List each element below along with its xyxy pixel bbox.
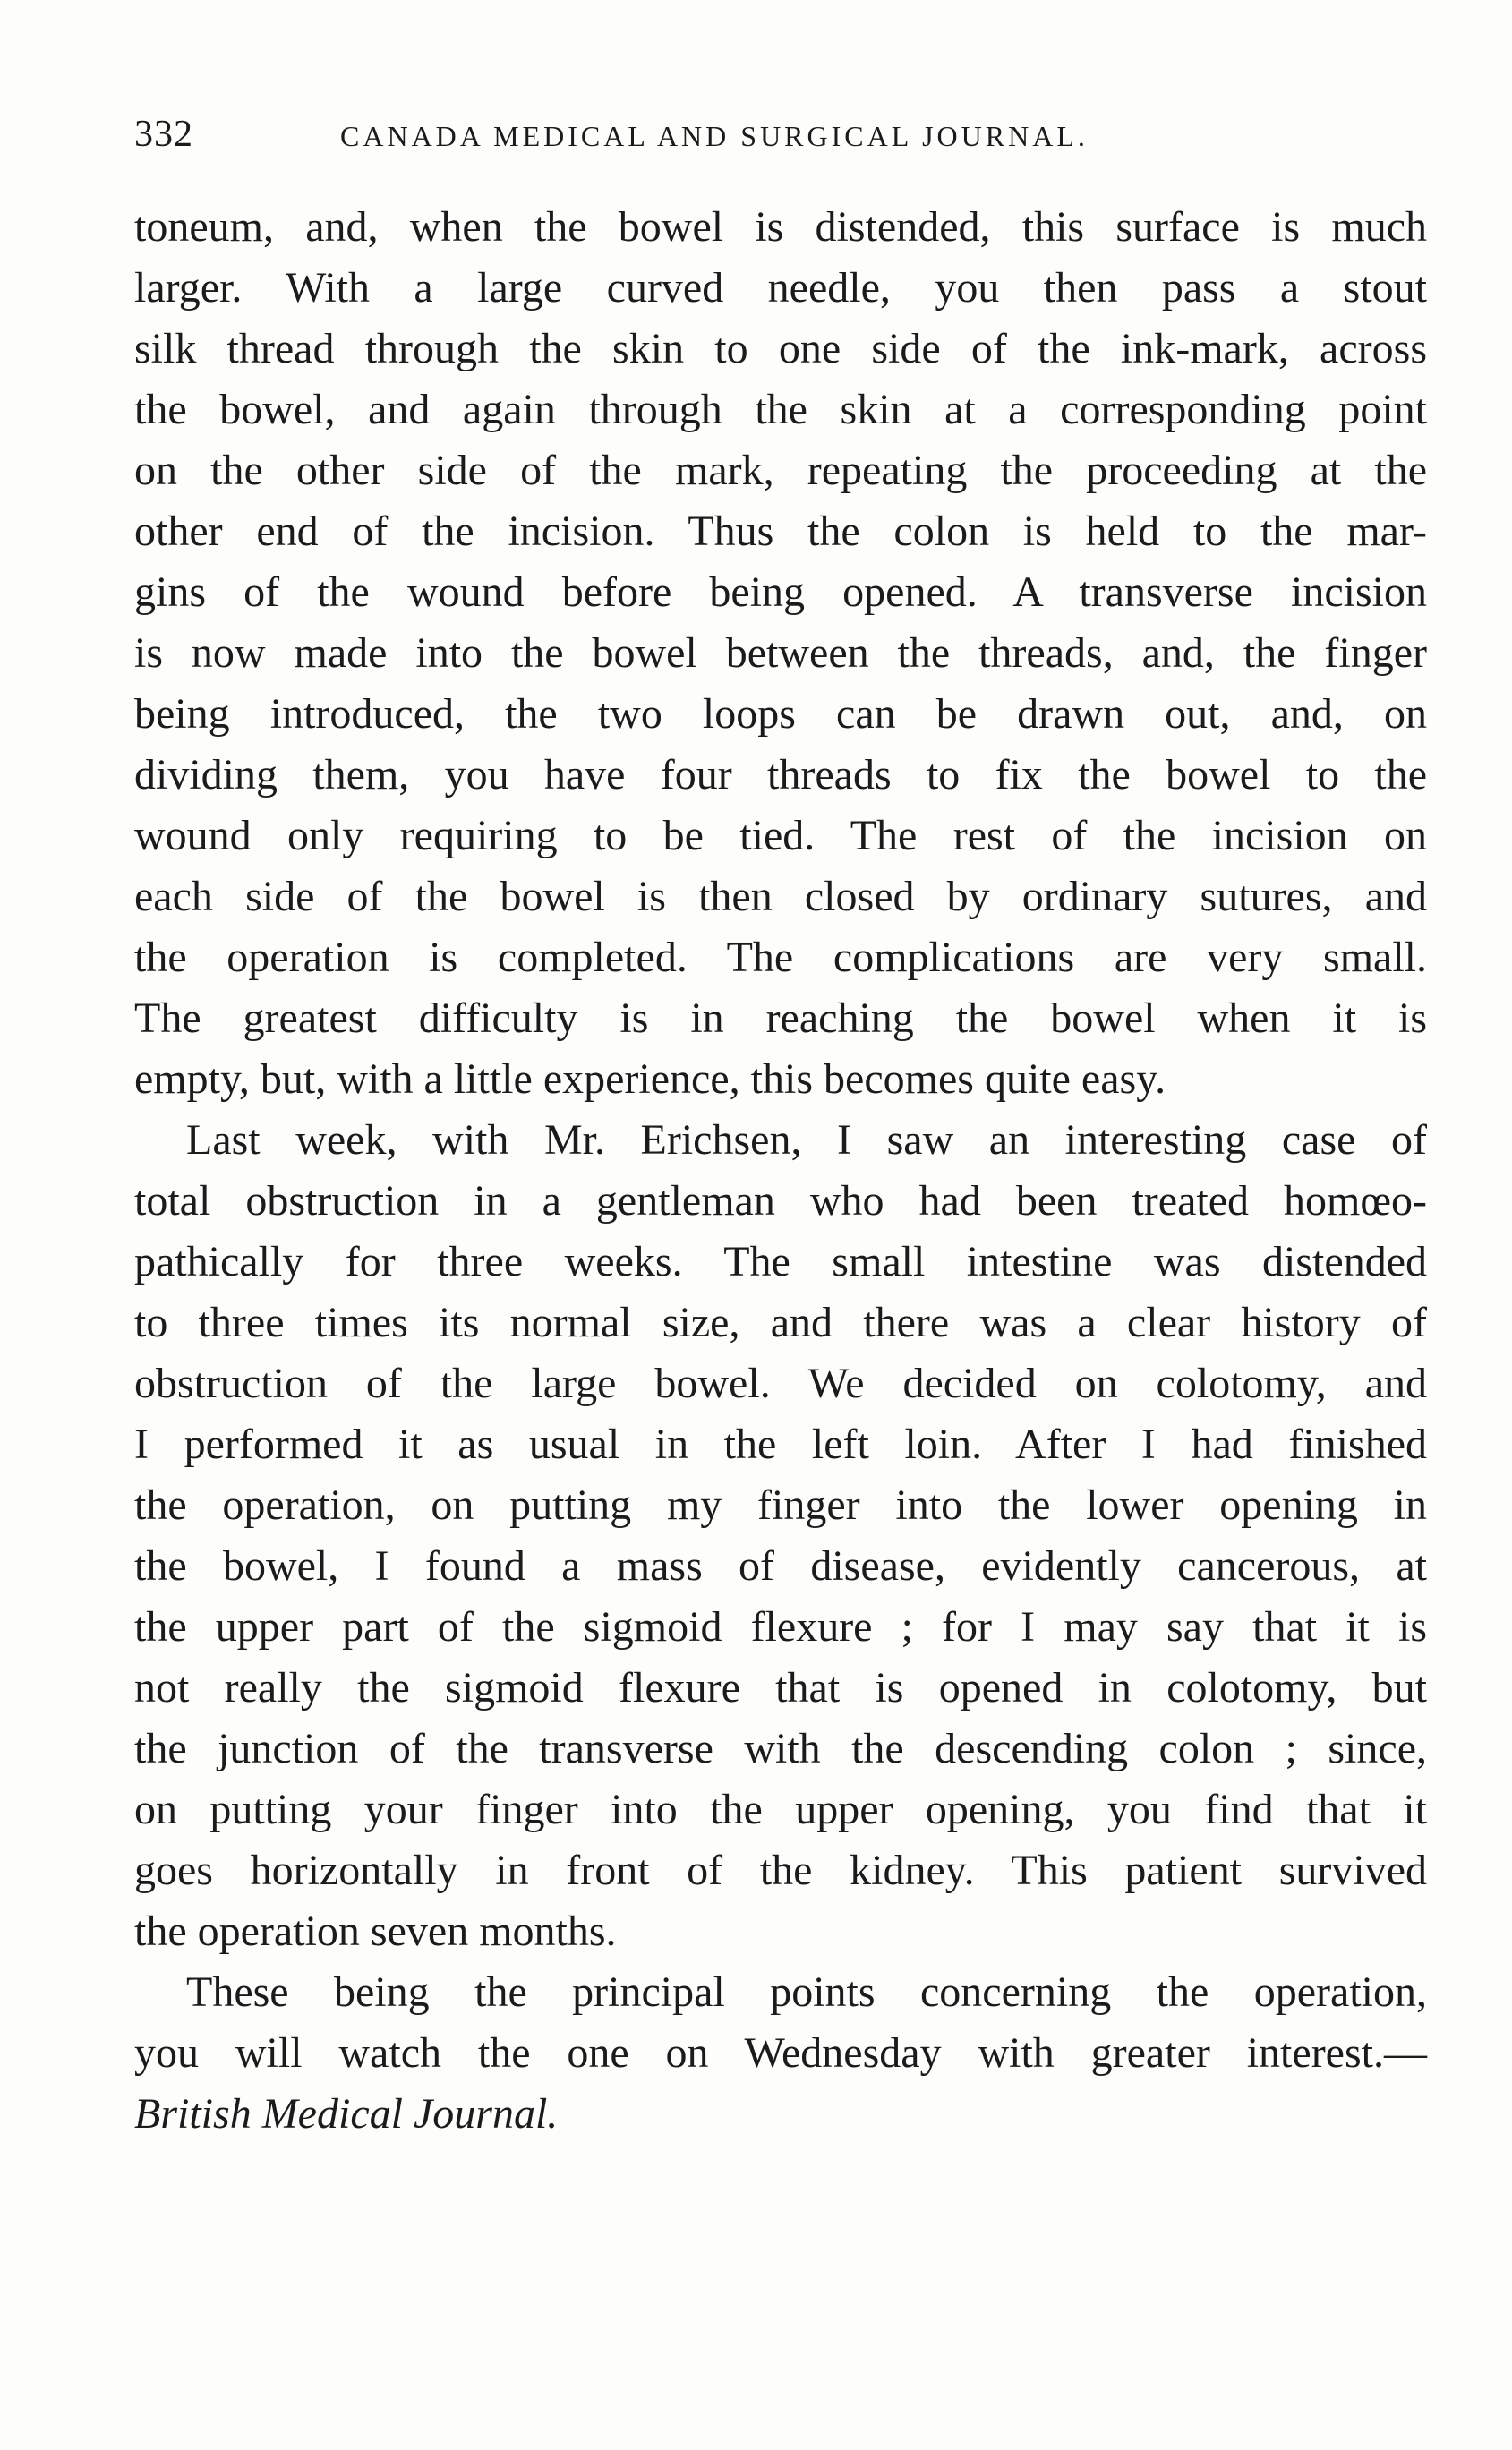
text-line: the operation, on putting my finger into the lower opening in <box>134 1481 1427 1529</box>
text-line: the bowel, and again through the skin at a corresponding point <box>134 386 1427 433</box>
text-line: the operation seven months. <box>134 1908 617 1955</box>
text-line: you will watch the one on Wednesday with greater interest.— <box>134 2029 1427 2077</box>
text-line: on putting your finger into the upper opening, you find that it <box>134 1786 1427 1833</box>
page-number: 332 <box>134 114 193 155</box>
text-line: obstruction of the large bowel. We decided on colotomy, and <box>134 1360 1427 1407</box>
text-line: These being the principal points concerning the operation, <box>186 1968 1427 2016</box>
text-line: larger. With a large curved needle, you then pass a stout <box>134 264 1427 312</box>
paragraph-1 <box>134 197 1427 1110</box>
text-line: each side of the bowel is then closed by ordinary sutures, and <box>134 873 1427 920</box>
page-header <box>134 113 1432 166</box>
text-line: to three times its normal size, and there was a clear history of <box>134 1299 1427 1346</box>
text-line: on the other side of the mark, repeating the proceeding at the <box>134 447 1427 494</box>
text-line: total obstruction in a gentleman who had been treated homœo- <box>134 1177 1427 1225</box>
text-line: Last week, with Mr. Erichsen, I saw an interesting case of <box>186 1116 1427 1164</box>
text-line: silk thread through the skin to one side of the ink-mark, across <box>134 325 1427 372</box>
paragraph-2 <box>134 1110 1427 1962</box>
text-line: dividing them, you have four threads to fix the bowel to the <box>134 751 1427 798</box>
text-line: empty, but, with a little experience, this becomes quite easy. <box>134 1055 1166 1103</box>
text-line: being introduced, the two loops can be drawn out, and, on <box>134 690 1427 738</box>
text-line: The greatest difficulty is in reaching the bowel when it is <box>134 995 1427 1042</box>
text-line: toneum, and, when the bowel is distended, this surface is much <box>134 203 1427 251</box>
text-line: the junction of the transverse with the descending colon ; since, <box>134 1725 1427 1772</box>
text-line: is now made into the bowel between the threads, and, the finger <box>134 629 1427 677</box>
paragraph-3 <box>134 1962 1427 2145</box>
text-line: wound only requiring to be tied. The rest of the incision on <box>134 812 1427 859</box>
text-line: not really the sigmoid flexure that is opened in colotomy, but <box>134 1664 1427 1712</box>
source-citation: British Medical Journal. <box>134 2090 559 2138</box>
text-line: I performed it as usual in the left loin. After I had finished <box>134 1421 1427 1468</box>
text-line: the bowel, I found a mass of disease, evidently cancerous, at <box>134 1542 1427 1590</box>
article-body <box>134 197 1427 2145</box>
text-line: goes horizontally in front of the kidney. This patient survived <box>134 1847 1427 1894</box>
text-line: other end of the incision. Thus the colon is held to the mar- <box>134 508 1427 555</box>
running-head: CANADA MEDICAL AND SURGICAL JOURNAL. <box>340 120 1089 152</box>
text-line: the operation is completed. The complications are very small. <box>134 934 1427 981</box>
text-line: the upper part of the sigmoid flexure ; for I may say that it is <box>134 1603 1427 1651</box>
text-line: gins of the wound before being opened. A transverse incision <box>134 568 1427 616</box>
text-line: pathically for three weeks. The small intestine was distended <box>134 1238 1427 1285</box>
